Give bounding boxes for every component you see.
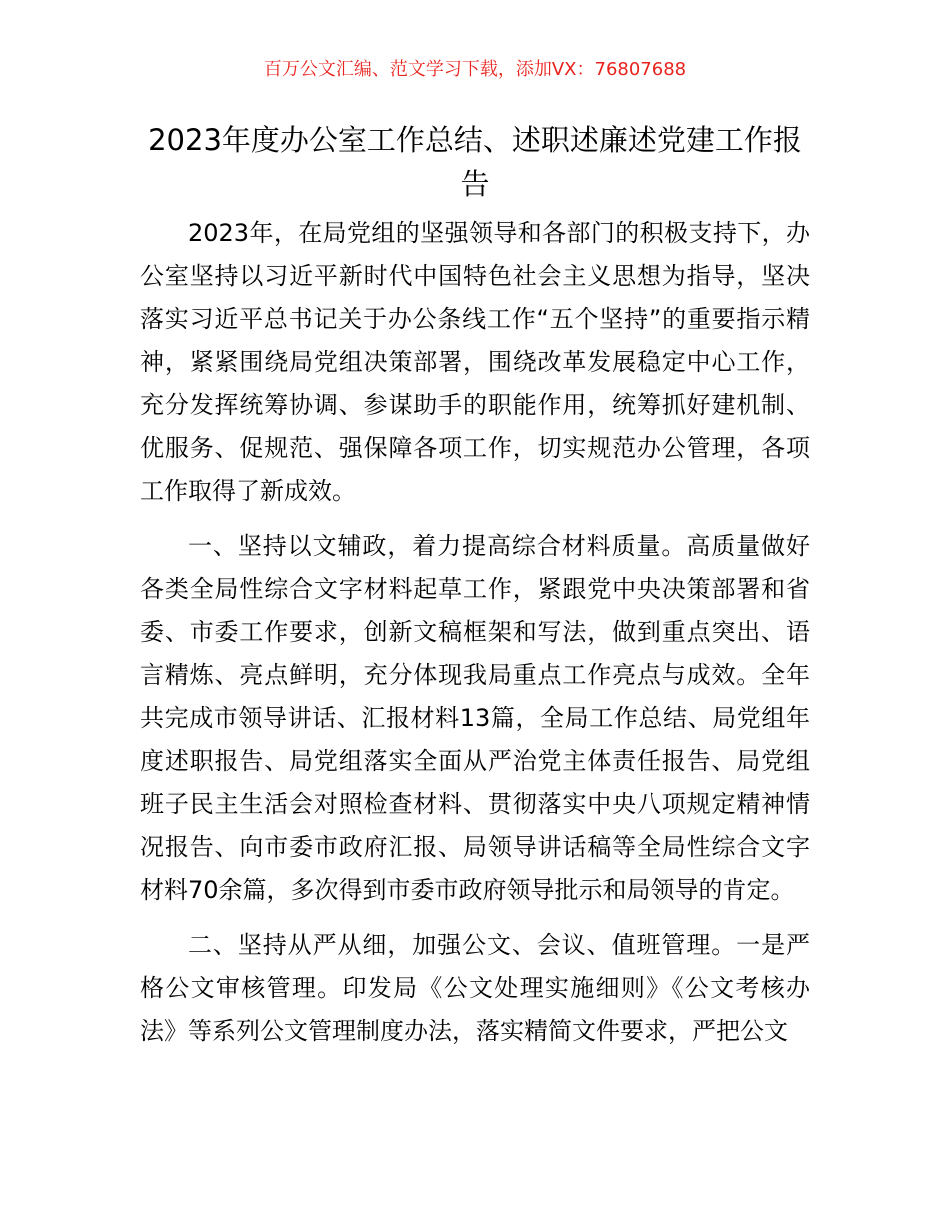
paragraph-section-one: 一、坚持以文辅政，着力提高综合材料质量。高质量做好各类全局性综合文字材料起草工作，紧跟党中央决策部署和省委、市委工作要求，创新文稿框架和写法，做到重点突出、语言精炼、亮点鲜明，充分体现我局重点工作亮点与成效。全年共完成市领导讲话、汇报材料13篇，全局工作总结、局党组年度述职报告、局党组落实全面从严治党主体责任报告、局党组班子民主生活会对照检查材料、贯彻落实中央八项规定精神情况报告、向市委市政府汇报、局领导讲话稿等全局性综合文字材料70余篇，多次得到市委市政府领导批示和局领导的肯定。 [140, 532, 810, 904]
header-watermark-note: 百万公文汇编、范文学习下载，添加VX：76807688 [263, 59, 687, 80]
document-title: 2023年度办公室工作总结、述职述廉述党建工作报告 [148, 123, 802, 201]
paragraph-section-two: 二、坚持从严从细，加强公文、会议、值班管理。一是严格公文审核管理。印发局《公文处理实施细则》《公文考核办法》等系列公文管理制度办法，落实精简文件要求，严把公文 [140, 931, 810, 1045]
paragraph-intro: 2023年，在局党组的坚强领导和各部门的积极支持下，办公室坚持以习近平新时代中国特色社会主义思想为指导，坚决落实习近平总书记关于办公条线工作“五个坚持”的重要指示精神，紧紧围绕局党组决策部署，围绕改革发展稳定中心工作，充分发挥统筹协调、参谋助手的职能作用，统筹抓好建机制、优服务、促规范、强保障各项工作，切实规范办公管理，各项工作取得了新成效。 [140, 219, 810, 505]
document-body [140, 212, 810, 1065]
